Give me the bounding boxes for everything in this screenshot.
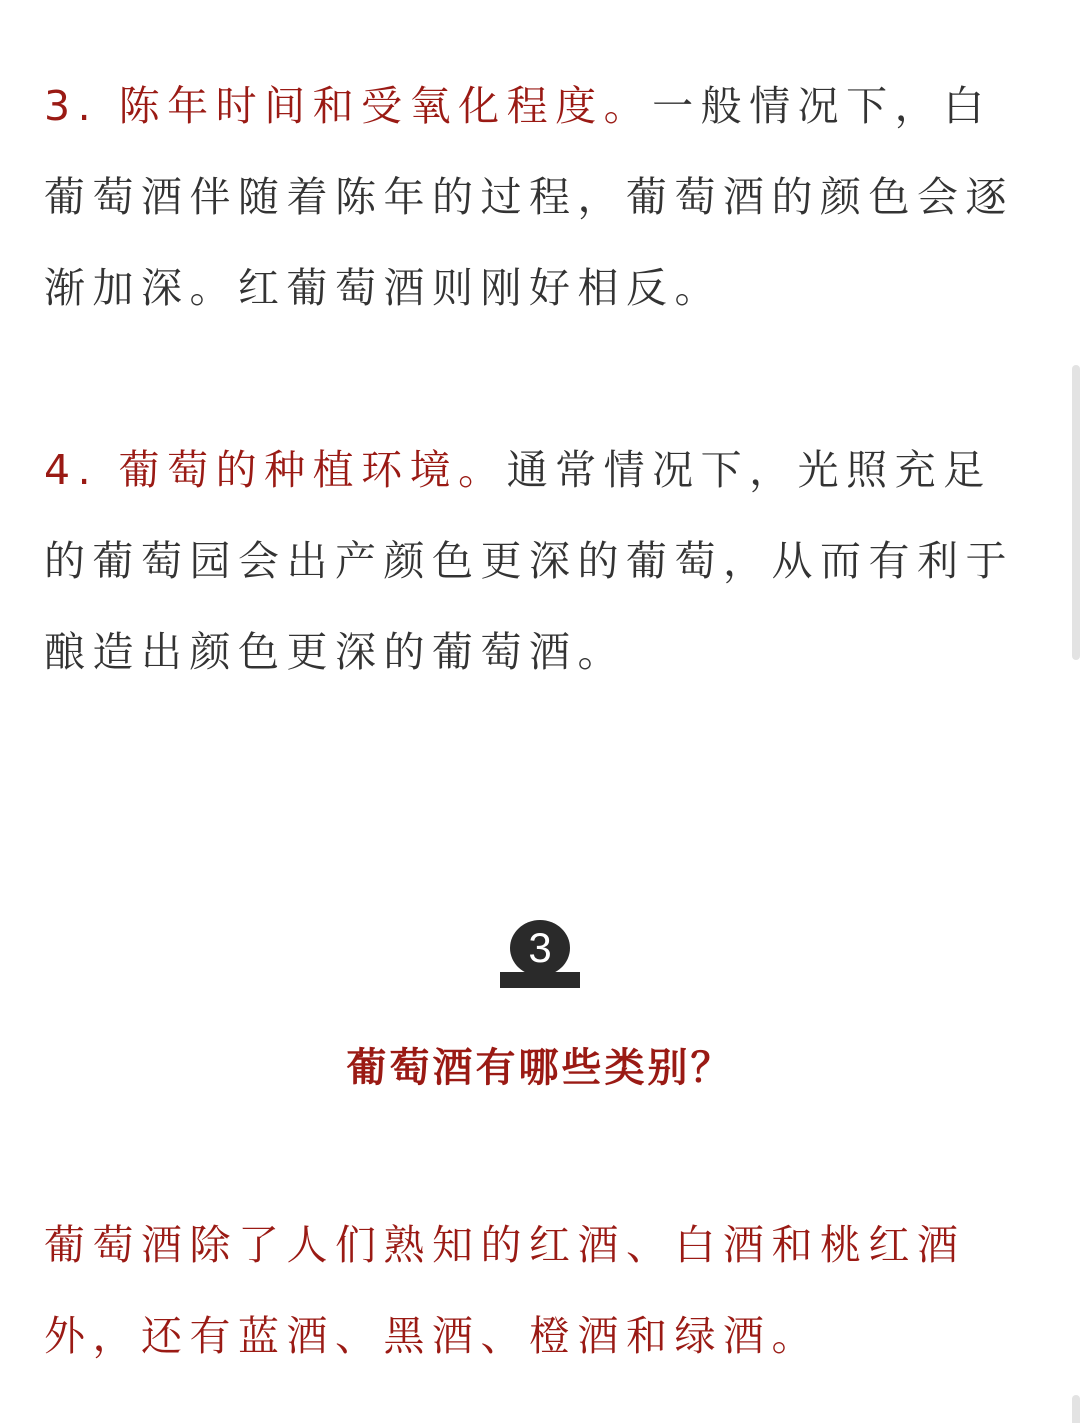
section-number-badge — [500, 920, 580, 990]
intro-paragraph: 葡萄酒除了人们熟知的红酒、白酒和桃红酒外，还有蓝酒、黑酒、橙酒和绿酒。 — [44, 1221, 966, 1360]
section-title: 葡萄酒有哪些类别？ — [346, 1045, 734, 1091]
point-body-environment: 通常情况下，光照充足的葡萄园会出产颜色更深的葡萄，从而有利于酿造出颜色更深的葡萄酒。 — [44, 446, 1014, 676]
scrollbar-thumb[interactable] — [1072, 365, 1080, 660]
paragraph-environment — [44, 425, 1036, 698]
scrollbar-thumb-bottom[interactable] — [1072, 1395, 1080, 1423]
badge-number: 3 — [510, 920, 570, 976]
point-heading-environment: 4. 葡萄的种植环境。 — [44, 446, 507, 494]
point-heading-aging: 3. 陈年时间和受氧化程度。 — [44, 82, 653, 130]
paragraph-aging — [44, 61, 1036, 334]
point-body-aging: 一般情况下，白葡萄酒伴随着陈年的过程，葡萄酒的颜色会逐渐加深。红葡萄酒则刚好相反。 — [44, 82, 1014, 312]
